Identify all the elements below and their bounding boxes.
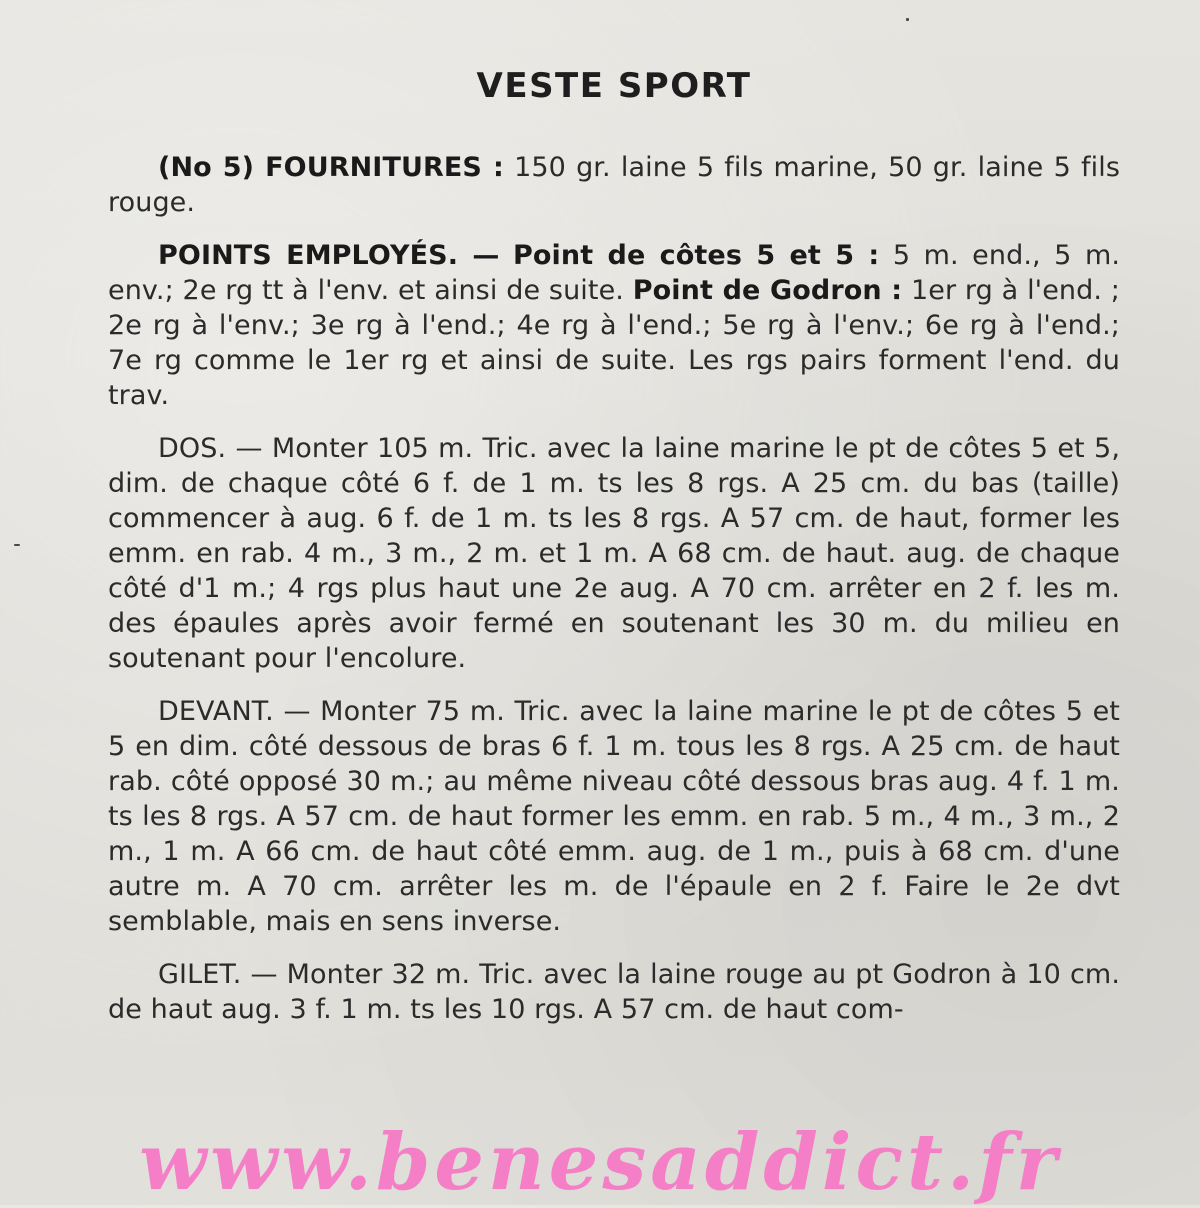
gilet-paragraph: GILET. — Monter 32 m. Tric. avec la laine rouge au pt Godron à 10 cm. de haut aug. 3 f. 1 m. ts les 10 rgs. A 57 cm. de haut com- xyxy=(108,959,1120,1025)
paper-speck xyxy=(906,18,909,21)
site-watermark: www.benesaddict.fr xyxy=(139,1117,1061,1208)
fournitures-text: 150 gr. laine 5 fils marine, 50 gr. laine 5 fils rouge. xyxy=(108,152,1121,218)
fournitures-paragraph xyxy=(108,150,1120,220)
cotes-label: Point de côtes 5 et 5 : xyxy=(513,240,880,271)
document-title: VESTE SPORT xyxy=(476,66,752,106)
fournitures-label: (No 5) FOURNITURES : xyxy=(158,152,504,183)
godron-text: 1er rg à l'end. ; 2e rg à l'env.; 3e rg à l'end.; 4e rg à l'end.; 5e rg à l'env.; 6e rg à l'end.; 7e rg comme le 1er rg et ainsi de suite. Les rgs pairs forment l'end. du trav. xyxy=(108,275,1120,411)
document-page xyxy=(108,62,1120,1045)
devant-paragraph: DEVANT. — Monter 75 m. Tric. avec la laine marine le pt de côtes 5 et 5 en dim. côté dessous de bras 6 f. 1 m. tous les 8 rgs. A 25 cm. de haut rab. côté opposé 30 m.; au même niveau côté dessous bras aug. 4 f. 1 m. ts les 8 rgs. A 57 cm. de haut former les emm. en rab. 5 m., 4 m., 3 m., 2 m., 1 m. A 66 cm. de haut côté emm. aug. de 1 m., puis à 68 cm. d'une autre m. A 70 cm. arrêter les m. de l'épaule en 2 f. Faire le 2e dvt semblable, mais en sens inverse. xyxy=(108,696,1120,937)
points-label: POINTS EMPLOYÉS. — xyxy=(158,240,500,271)
points-paragraph xyxy=(108,238,1120,413)
dos-paragraph: DOS. — Monter 105 m. Tric. avec la laine marine le pt de côtes 5 et 5, dim. de chaque côté 6 f. de 1 m. ts les 8 rgs. A 25 cm. du bas (taille) commencer à aug. 6 f. de 1 m. ts les 8 rgs. A 57 cm. de haut, former les emm. en rab. 4 m., 3 m., 2 m. et 1 m. A 68 cm. de haut. aug. de chaque côté d'1 m.; 4 rgs plus haut une 2e aug. A 70 cm. arrêter en 2 f. les m. des épaules après avoir fermé en soutenant les 30 m. du milieu en soutenant pour l'encolure. xyxy=(108,433,1120,674)
godron-label: Point de Godron : xyxy=(632,275,903,306)
cotes-text: 5 m. end., 5 m. env.; 2e rg tt à l'env. et ainsi de suite. xyxy=(108,240,1121,306)
paper-speck xyxy=(14,544,20,546)
